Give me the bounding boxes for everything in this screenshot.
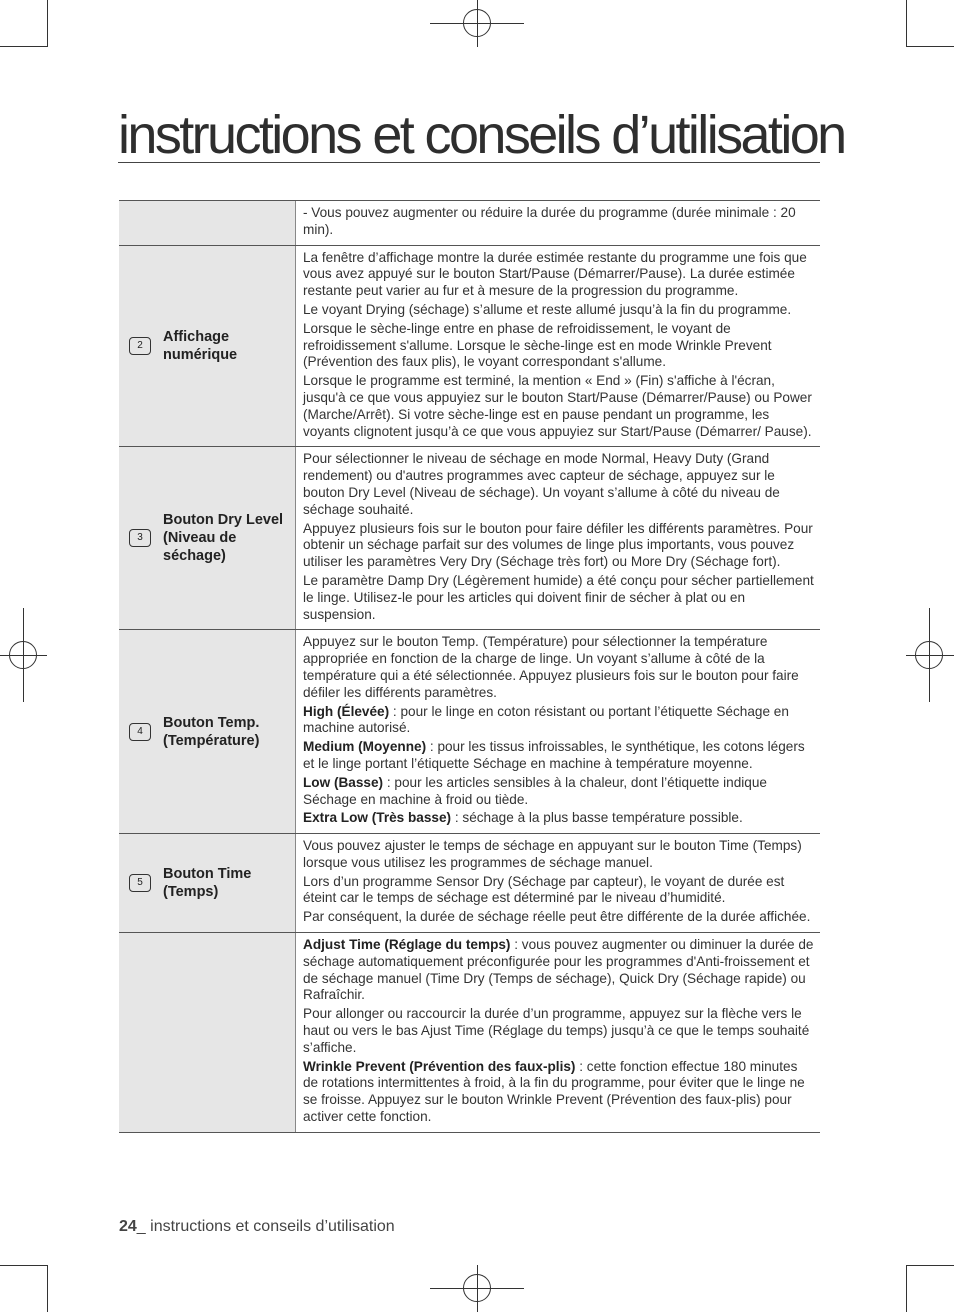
setting-name: Medium (Moyenne): [303, 739, 427, 755]
paragraph-text: : pour le linge en coton résistant ou portant l’étiquette Séchage en machine autorisé.: [303, 703, 789, 736]
description-paragraph: [303, 250, 814, 300]
row-header-cell: [119, 447, 296, 629]
description-paragraph: [303, 1059, 814, 1126]
table-row: [119, 447, 820, 630]
paragraph-text: Appuyez sur le bouton Temp. (Température) pour sélectionner la température appropriée en fonction de la charge de linge. Un voyant s’allume à côté de la température qui a été sélectionnée. Appuyez plusieurs fois sur le bouton pour faire défiler les différents paramètres.: [303, 634, 799, 700]
paragraph-text: Lors d’un programme Sensor Dry (Séchage par capteur), le voyant de durée est éteint car le temps de séchage est déterminé par le niveau d’humidité.: [303, 873, 785, 906]
row-header-cell: [119, 246, 296, 447]
setting-name: Wrinkle Prevent (Prévention des faux-plis): [303, 1058, 576, 1074]
description-paragraph: [303, 874, 814, 908]
row-header-cell: [119, 933, 296, 1132]
paragraph-text: Vous pouvez ajuster le temps de séchage en appuyant sur le bouton Time (Temps) lorsque vous utilisez les programmes de séchage manuel.: [303, 838, 802, 870]
row-header-cell: [119, 630, 296, 833]
paragraph-text: : pour les tissus infroissables, le synthétique, les cotons légers et le linge portant l’étiquette Séchage en machine à température moyenne.: [303, 739, 805, 771]
item-number-badge: 3: [129, 529, 151, 547]
paragraph-text: Le paramètre Damp Dry (Légèrement humide) a été conçu pour sécher partiellement le linge. Utilisez-le pour les articles qui doivent finir de sécher à plat ou en suspension.: [303, 572, 814, 622]
description-paragraph: [303, 302, 814, 319]
description-paragraph: [303, 1006, 814, 1056]
setting-name: Extra Low (Très basse): [303, 810, 452, 826]
description-paragraph: [303, 739, 814, 773]
paragraph-text: Pour allonger ou raccourcir la durée d’un programme, appuyez sur la flèche vers le haut ou vers le bas Ajust Time (Réglage du temps) jusqu’à ce que le temps souhaité s’affiche.: [303, 1006, 810, 1055]
description-paragraph: [303, 838, 814, 872]
item-label: Affichage numérique: [163, 328, 238, 363]
description-paragraph: [303, 704, 814, 738]
item-number-badge: 2: [129, 337, 151, 355]
description-paragraph: [303, 451, 814, 518]
description-cell: [296, 246, 820, 447]
description-paragraph: [303, 205, 814, 239]
item-label: Bouton Temp. (Température): [163, 714, 260, 749]
page-title: instructions et conseils d’utilisation: [118, 105, 845, 165]
paragraph-text: - Vous pouvez augmenter ou réduire la durée du programme (durée minimale : 20 min).: [303, 205, 796, 237]
description-cell: [296, 834, 820, 932]
description-paragraph: [303, 810, 814, 827]
item-number-badge: 5: [129, 874, 151, 892]
setting-name: Low (Basse): [303, 774, 384, 790]
description-paragraph: [303, 373, 814, 440]
setting-name: High (Élevée): [303, 703, 390, 719]
description-cell: [296, 630, 820, 833]
paragraph-text: Le voyant Drying (séchage) s’allume et reste allumé jusqu’à la fin du programme.: [303, 301, 792, 317]
description-paragraph: [303, 937, 814, 1004]
item-number-badge: 4: [129, 723, 151, 741]
description-paragraph: [303, 321, 814, 371]
description-cell: [296, 201, 820, 245]
description-paragraph: [303, 521, 814, 571]
description-paragraph: [303, 573, 814, 623]
paragraph-text: : séchage à la plus basse température possible.: [451, 810, 743, 826]
table-row: [119, 201, 820, 246]
item-label: Bouton Dry Level (Niveau de séchage): [163, 512, 284, 565]
item-label: Bouton Time (Temps): [163, 866, 252, 901]
description-paragraph: [303, 775, 814, 809]
paragraph-text: Lorsque le programme est terminé, la mention « End » (Fin) s'affiche à l'écran, jusqu'à ce que vous appuyiez sur le bouton Start/Pause (Démarrer/Pause) ou Power (Marche/Arrêt). Si votre sèche-linge est en pause pendant un programme, les voyants clignotent jusqu’à ce que vous appuyiez sur Start/Pause (Démarrer/ Pause).: [303, 373, 812, 439]
table-row: [119, 630, 820, 834]
row-header-cell: [119, 201, 296, 245]
row-header-cell: [119, 834, 296, 932]
table-row: [119, 933, 820, 1133]
instructions-table: [119, 200, 820, 1133]
paragraph-text: Lorsque le sèche-linge entre en phase de refroidissement, le voyant de refroidissement s'allume. Lorsque le sèche-linge est en mode Wrinkle Prevent (Prévention des faux plis), le voyant correspondant s'allume.: [303, 320, 772, 370]
paragraph-text: Appuyez plusieurs fois sur le bouton pour faire défiler les différents paramètres. Pour obtenir un séchage parfait sur des volumes de linge plus importants, vous pouvez utiliser les paramètres Very Dry (Séchage très fort) ou More Dry (Séchage fort).: [303, 520, 813, 570]
paragraph-text: Par conséquent, la durée de séchage réelle peut être différente de la durée affichée.: [303, 909, 811, 925]
paragraph-text: : vous pouvez augmenter ou diminuer la durée de séchage automatiquement préconfigurée pour les programmes d'Anti-froissement et de séchage manuel (Time Dry (Temps de séchage), Quick Dry (Séchage rapide) ou Rafraîchir.: [303, 937, 814, 1003]
setting-name: Adjust Time (Réglage du temps): [303, 937, 511, 953]
paragraph-text: : pour les articles sensibles à la chaleur, dont l’étiquette indique Séchage en machine à froid ou tiède.: [303, 774, 767, 807]
description-paragraph: [303, 634, 814, 701]
footer-text: _ instructions et conseils d’utilisation: [136, 1218, 395, 1235]
paragraph-text: La fenêtre d’affichage montre la durée estimée restante du programme une fois que vous avez appuyé sur le bouton Start/Pause (Démarrer/Pause). La durée estimée restante peut varier au fur et à mesure de la progression du programme.: [303, 249, 807, 299]
page-footer: [119, 1218, 395, 1236]
page-number: 24: [119, 1218, 137, 1235]
description-cell: [296, 933, 820, 1132]
paragraph-text: Pour sélectionner le niveau de séchage en mode Normal, Heavy Duty (Grand rendement) ou d'autres programmes avec capteur de séchage, appuyez sur le bouton Dry Level (Niveau de séchage). Un voyant s’allume à côté du niveau de séchage souhaité.: [303, 451, 780, 517]
description-paragraph: [303, 909, 814, 926]
table-row: [119, 834, 820, 933]
description-cell: [296, 447, 820, 629]
table-row: [119, 246, 820, 448]
paragraph-text: : cette fonction effectue 180 minutes de rotations intermittentes à froid, à la fin du programme, pour éviter que le linge ne se froisse. Appuyez sur le bouton Wrinkle Prevent (Prévention des faux-plis) pour activer cette fonction.: [303, 1058, 805, 1125]
